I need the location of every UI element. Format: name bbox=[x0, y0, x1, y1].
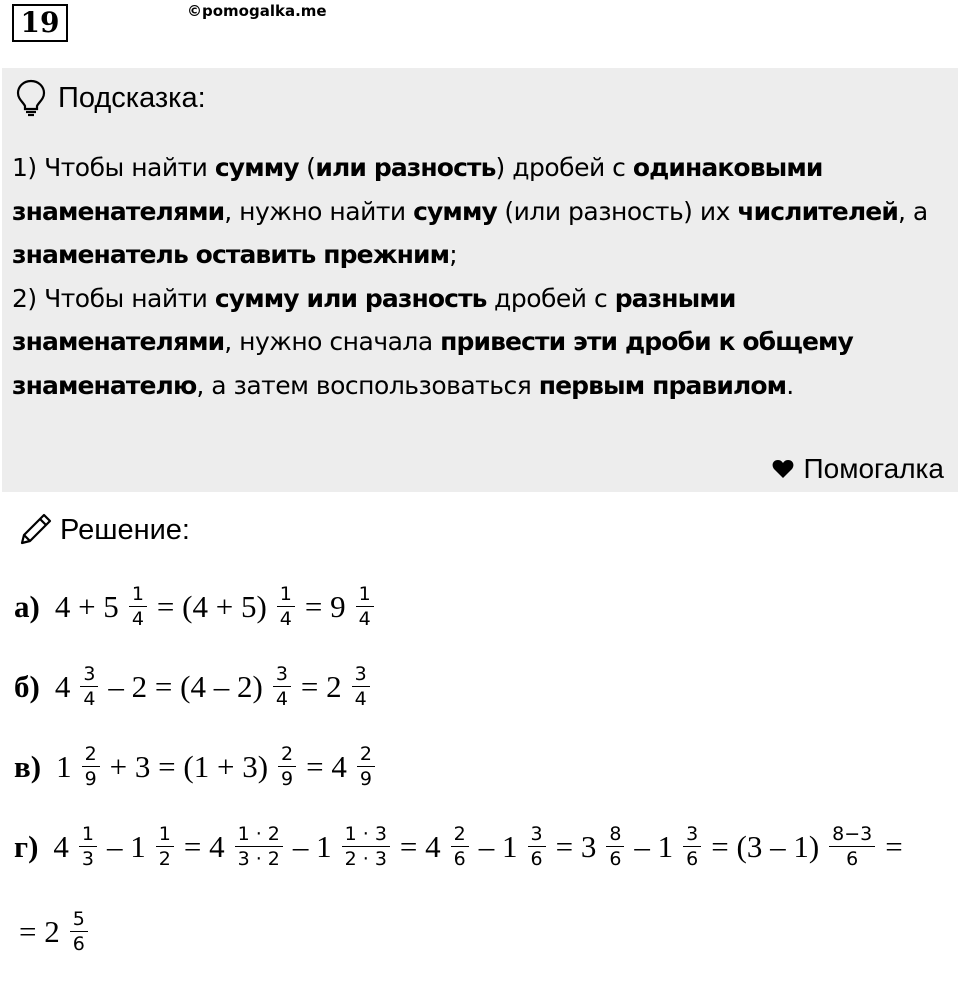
item-label: в) bbox=[14, 748, 42, 784]
hint-text-segment: , а затем воспользоваться bbox=[196, 370, 539, 400]
math-expression: = (3 – 1) bbox=[711, 828, 820, 864]
math-expression: – 1 bbox=[478, 828, 518, 864]
fraction-denominator: 3 bbox=[81, 848, 94, 870]
math-expression: = 4 bbox=[306, 748, 347, 784]
hint-bold-segment: одинаковыми знаменателями bbox=[12, 153, 823, 226]
heart-icon bbox=[772, 459, 794, 479]
fraction bbox=[606, 823, 624, 870]
item-label: а) bbox=[14, 588, 40, 624]
solution-line bbox=[14, 743, 380, 790]
fraction bbox=[683, 823, 701, 870]
fraction-numerator: 1 · 3 bbox=[342, 823, 390, 847]
hint-text-segment: , нужно сначала bbox=[224, 327, 441, 356]
fraction bbox=[357, 743, 375, 790]
fraction-denominator: 9 bbox=[281, 768, 294, 790]
fraction-denominator: 6 bbox=[686, 848, 699, 870]
fraction-denominator: 9 bbox=[359, 768, 372, 790]
fraction-denominator: 6 bbox=[846, 848, 859, 870]
fraction-denominator: 4 bbox=[354, 688, 367, 710]
hint-text bbox=[12, 146, 947, 407]
math-expression: = 4 bbox=[183, 828, 225, 864]
hint-text-segment: , а bbox=[897, 196, 928, 226]
fraction bbox=[82, 743, 100, 790]
math-expression: = 2 bbox=[19, 913, 60, 949]
fraction-numerator: 1 bbox=[277, 583, 295, 607]
fraction bbox=[342, 823, 390, 870]
fraction-denominator: 4 bbox=[83, 688, 96, 710]
math-expression: = 2 bbox=[300, 668, 342, 704]
fraction-denominator: 4 bbox=[275, 688, 288, 710]
hint-text-segment: дробей с bbox=[486, 283, 615, 313]
fraction-denominator: 6 bbox=[453, 848, 466, 870]
problem-number: 19 bbox=[12, 4, 68, 42]
fraction bbox=[277, 583, 295, 630]
fraction bbox=[80, 663, 98, 710]
fraction bbox=[352, 663, 370, 710]
hint-bold-segment: знаменатель оставить прежним bbox=[12, 240, 450, 269]
fraction-denominator: 6 bbox=[530, 848, 543, 870]
fraction bbox=[451, 823, 469, 870]
fraction bbox=[528, 823, 546, 870]
fraction-denominator: 4 bbox=[358, 608, 371, 630]
fraction-numerator: 1 bbox=[79, 823, 97, 847]
math-expression: – 1 bbox=[634, 828, 674, 864]
fraction bbox=[79, 823, 97, 870]
hint-text-segment: 1) Чтобы найти bbox=[12, 153, 215, 182]
fraction-denominator: 9 bbox=[84, 768, 97, 790]
brand-signature bbox=[772, 453, 944, 485]
fraction-denominator: 4 bbox=[279, 608, 292, 630]
solution-line bbox=[14, 823, 908, 870]
solution-line bbox=[14, 583, 379, 630]
fraction-numerator: 2 bbox=[357, 743, 375, 767]
hint-text-segment: (или разность) их bbox=[496, 196, 738, 226]
hint-bold-segment: сумму bbox=[214, 153, 299, 182]
hint-title: Подсказка: bbox=[58, 81, 206, 114]
fraction-denominator: 3 · 2 bbox=[237, 848, 280, 870]
fraction-numerator: 2 bbox=[82, 743, 100, 767]
fraction-numerator: 3 bbox=[352, 663, 370, 687]
solution-line bbox=[14, 908, 93, 955]
fraction-denominator: 6 bbox=[609, 848, 622, 870]
math-expression: – 2 = (4 – 2) bbox=[108, 668, 263, 704]
fraction-denominator: 4 bbox=[131, 608, 144, 630]
math-expression: + 3 = (1 + 3) bbox=[109, 748, 269, 784]
hint-text-segment: ( bbox=[298, 153, 316, 182]
math-expression: = 3 bbox=[555, 828, 597, 864]
item-label: б) bbox=[14, 668, 40, 704]
fraction-denominator: 6 bbox=[72, 933, 85, 955]
hint-text-segment: ; bbox=[449, 240, 458, 269]
solution-line bbox=[14, 663, 375, 710]
fraction bbox=[356, 583, 374, 630]
fraction-denominator: 2 · 3 bbox=[344, 848, 387, 870]
hint-text-segment: 2) Чтобы найти bbox=[12, 283, 215, 313]
hint-bold-segment: или разность bbox=[315, 153, 496, 182]
fraction bbox=[829, 823, 875, 870]
solution-header bbox=[16, 510, 190, 550]
fraction-numerator: 1 bbox=[356, 583, 374, 607]
fraction-numerator: 3 bbox=[273, 663, 291, 687]
fraction-numerator: 3 bbox=[80, 663, 98, 687]
fraction-numerator: 1 bbox=[156, 823, 174, 847]
math-expression: = (4 + 5) bbox=[156, 588, 267, 624]
hint-bold-segment: разными знаменателями bbox=[12, 283, 736, 356]
fraction-numerator: 5 bbox=[70, 908, 88, 932]
brand-name: Помогалка bbox=[803, 453, 944, 484]
fraction bbox=[235, 823, 283, 870]
solution-title: Решение: bbox=[60, 513, 190, 546]
math-expression: 4 bbox=[54, 668, 71, 704]
hint-text-segment: . bbox=[786, 370, 794, 400]
math-expression: = 4 bbox=[399, 828, 441, 864]
fraction bbox=[156, 823, 174, 870]
hint-text-segment: , нужно найти bbox=[224, 196, 414, 226]
math-expression: – 1 bbox=[107, 828, 146, 864]
fraction-denominator: 2 bbox=[158, 848, 171, 870]
site-watermark: ©pomogalka.me bbox=[187, 2, 327, 20]
hint-header bbox=[16, 78, 206, 118]
fraction bbox=[278, 743, 296, 790]
fraction-numerator: 3 bbox=[683, 823, 701, 847]
fraction-numerator: 8 bbox=[606, 823, 624, 847]
math-expression: – 1 bbox=[292, 828, 332, 864]
math-expression: 4 bbox=[53, 828, 69, 864]
hint-bold-segment: числителей bbox=[737, 196, 898, 226]
fraction-numerator: 1 · 2 bbox=[235, 823, 283, 847]
fraction-numerator: 2 bbox=[451, 823, 469, 847]
fraction-numerator: 2 bbox=[278, 743, 296, 767]
hint-bold-segment: сумму bbox=[413, 196, 497, 226]
fraction bbox=[129, 583, 147, 630]
math-expression: 4 + 5 bbox=[54, 588, 119, 624]
hint-bold-segment: привести эти дроби к общему знаменателю bbox=[12, 327, 853, 400]
fraction bbox=[70, 908, 88, 955]
hint-text-segment: ) дробей с bbox=[495, 153, 633, 182]
pencil-icon bbox=[16, 511, 54, 549]
math-expression: 1 bbox=[56, 748, 72, 784]
fraction-numerator: 1 bbox=[129, 583, 147, 607]
math-expression: = 9 bbox=[304, 588, 346, 624]
fraction bbox=[273, 663, 291, 710]
hint-bold-segment: первым правилом bbox=[538, 370, 787, 400]
item-label: г) bbox=[14, 828, 39, 864]
fraction-numerator: 3 bbox=[528, 823, 546, 847]
fraction-numerator: 8−3 bbox=[829, 823, 875, 847]
math-expression: = bbox=[885, 828, 903, 864]
lightbulb-icon bbox=[16, 79, 46, 117]
hint-bold-segment: сумму или разность bbox=[214, 283, 487, 313]
